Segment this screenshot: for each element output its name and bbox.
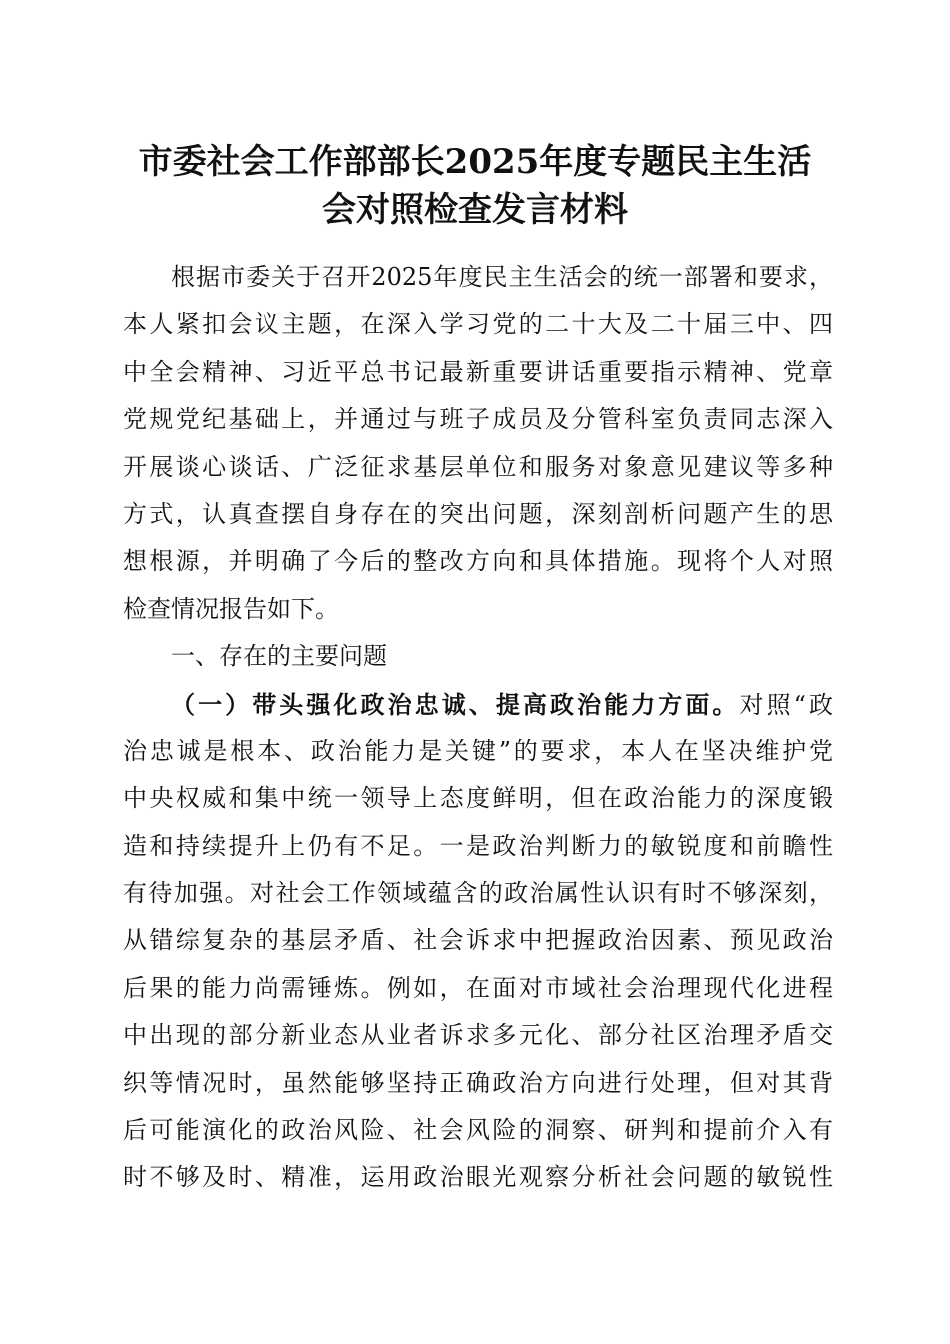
- subsection-heading: （一）带头强化政治忠诚、提高政治能力方面。: [171, 689, 740, 719]
- subsection-first-line: [123, 681, 833, 728]
- title-line-2: 会对照检查发言材料: [322, 190, 628, 230]
- paragraph-line: 本人紧扣会议主题，在深入学习党的二十大及二十届三中、四: [123, 310, 833, 339]
- paragraph-line: 党规党纪基础上，并通过与班子成员及分管科室负责同志深入: [123, 405, 833, 434]
- paragraph-line: 中央权威和集中统一领导上态度鲜明，但在政治能力的深度锻: [123, 784, 833, 813]
- paragraph-line: 织等情况时，虽然能够坚持正确政治方向进行处理，但对其背: [123, 1068, 833, 1097]
- paragraph-line: 时不够及时、精准，运用政治眼光观察分析社会问题的敏锐性: [123, 1163, 833, 1192]
- paragraph-line: 有待加强。对社会工作领域蕴含的政治属性认识有时不够深刻，: [123, 879, 833, 908]
- subsection-first-line-text: 对照“政: [739, 690, 833, 719]
- paragraph-line: 方式，认真查摆自身存在的突出问题，深刻剖析问题产生的思: [123, 499, 833, 528]
- subsection-political-loyalty: [123, 681, 833, 1202]
- document-body: [123, 254, 833, 1202]
- paragraph-line: 根据市委关于召开2025年度民主生活会的统一部署和要求，: [171, 263, 833, 291]
- paragraph-intro: [123, 254, 833, 633]
- paragraph-line: 开展谈心谈话、广泛征求基层单位和服务对象意见建议等多种: [123, 452, 833, 481]
- paragraph-line: 从错综复杂的基层矛盾、社会诉求中把握政治因素、预见政治: [123, 926, 833, 955]
- paragraph-line: 造和持续提升上仍有不足。一是政治判断力的敏锐度和前瞻性: [123, 831, 833, 860]
- document-title: [100, 138, 850, 234]
- paragraph-line: 检查情况报告如下。: [123, 594, 339, 623]
- paragraph-line: 治忠诚是根本、政治能力是关键”的要求，本人在坚决维护党: [123, 736, 833, 765]
- paragraph-line: 后可能演化的政治风险、社会风险的洞察、研判和提前介入有: [123, 1116, 833, 1145]
- title-line-1: 市委社会工作部部长2025年度专题民主生活: [138, 142, 812, 182]
- paragraph-line: 中全会精神、习近平总书记最新重要讲话重要指示精神、党章: [123, 357, 833, 386]
- paragraph-line: 想根源，并明确了今后的整改方向和具体措施。现将个人对照: [123, 547, 833, 576]
- paragraph-line: 中出现的部分新业态从业者诉求多元化、部分社区治理矛盾交: [123, 1021, 833, 1050]
- paragraph-line: 后果的能力尚需锤炼。例如，在面对市域社会治理现代化进程: [123, 973, 833, 1002]
- section-heading: 一、存在的主要问题: [171, 642, 387, 671]
